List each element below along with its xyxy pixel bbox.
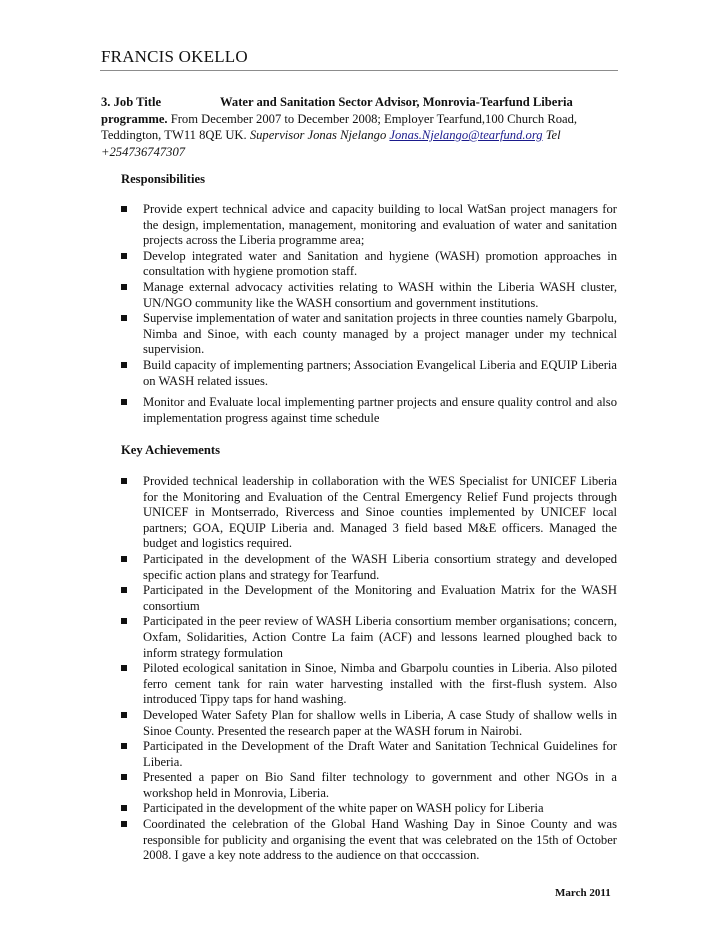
square-bullet-icon bbox=[121, 743, 127, 749]
achievements-list bbox=[121, 474, 617, 864]
square-bullet-icon bbox=[121, 774, 127, 780]
list-item bbox=[121, 708, 617, 739]
list-item bbox=[121, 395, 617, 426]
achievement-text: Provided technical leadership in collaboration with the WES Specialist for UNICEF Liberia for the Monitoring and Evaluation of the Central Emergency Relief Fund projects through UNICEF in Montserrado, Rivercess and Sinoe counties implemented by UNICEF local partners; GOA, EQUIP Liberia and. Managed 3 field based M&E officers. Managed the budget and logistics required. bbox=[143, 474, 617, 551]
job-supervisor: Supervisor Jonas Njelango bbox=[249, 128, 390, 142]
responsibility-text: Manage external advocacy activities relating to WASH within the Liberia WASH cluster, UN/NGO community like the WASH consortium and government institutions. bbox=[143, 279, 617, 310]
list-item bbox=[121, 474, 617, 552]
responsibility-text: Provide expert technical advice and capacity building to local WatSan project managers for the design, implementation, management, monitoring and evaluation of water and sanitation projects across the Liberia programme area; bbox=[143, 202, 617, 248]
footer-date: March 2011 bbox=[555, 887, 611, 899]
list-item bbox=[121, 583, 617, 614]
list-item bbox=[121, 280, 617, 311]
job-entry bbox=[101, 94, 619, 160]
square-bullet-icon bbox=[121, 821, 127, 827]
square-bullet-icon bbox=[121, 665, 127, 671]
job-details: From December 2007 to December 2008; Employer Tearfund,100 Church Road, Teddington, TW11 8QE UK. bbox=[101, 111, 578, 142]
list-item bbox=[121, 661, 617, 708]
achievement-text: Piloted ecological sanitation in Sinoe, Nimba and Gbarpolu counties in Liberia. Also piloted ferro cement tank for rain water harvesting installed with the first-flush system. Also introduced Tippy taps for hand washing. bbox=[143, 661, 617, 707]
list-item bbox=[121, 770, 617, 801]
achievement-text: Coordinated the celebration of the Global Hand Washing Day in Sinoe County and was responsible for publicity and organising the event that was celebrated on the 15th of October 2008. I gave a key note address to the audience on that occcassion. bbox=[143, 817, 617, 863]
key-achievements-heading: Key Achievements bbox=[121, 443, 220, 457]
square-bullet-icon bbox=[121, 206, 127, 212]
achievement-text: Participated in the development of the WASH Liberia consortium strategy and developed specific action plans and strategy for Tearfund. bbox=[143, 551, 617, 582]
job-title: Water and Sanitation Sector Advisor, Monrovia-Tearfund Liberia bbox=[220, 95, 573, 109]
square-bullet-icon bbox=[121, 399, 127, 405]
supervisor-phone: Tel +254736747307 bbox=[101, 128, 561, 159]
square-bullet-icon bbox=[121, 253, 127, 259]
square-bullet-icon bbox=[121, 284, 127, 290]
list-item bbox=[121, 358, 617, 389]
header-divider bbox=[100, 70, 618, 71]
job-title-label: 3. Job Title bbox=[101, 95, 162, 109]
achievement-text: Participated in the Development of the Monitoring and Evaluation Matrix for the WASH consortium bbox=[143, 583, 617, 613]
square-bullet-icon bbox=[121, 478, 127, 484]
responsibility-text: Develop integrated water and Sanitation and hygiene (WASH) promotion approaches in consultation with hygiene promotion staff. bbox=[143, 248, 617, 279]
list-item bbox=[121, 614, 617, 661]
list-item bbox=[121, 817, 617, 864]
responsibilities-list bbox=[121, 202, 617, 426]
list-item bbox=[121, 552, 617, 583]
header-name: FRANCIS OKELLO bbox=[101, 47, 248, 66]
responsibilities-heading: Responsibilities bbox=[121, 172, 205, 186]
square-bullet-icon bbox=[121, 712, 127, 718]
achievement-text: Participated in the Development of the Draft Water and Sanitation Technical Guidelines for Liberia. bbox=[143, 739, 617, 769]
achievement-text: Participated in the development of the white paper on WASH policy for Liberia bbox=[143, 801, 544, 816]
supervisor-email-link[interactable]: Jonas.Njelango@tearfund.org bbox=[389, 128, 543, 142]
square-bullet-icon bbox=[121, 587, 127, 593]
responsibility-text: Monitor and Evaluate local implementing partner projects and ensure quality control and also implementation progress against time schedule bbox=[143, 395, 617, 425]
list-item bbox=[121, 311, 617, 358]
achievement-text: Developed Water Safety Plan for shallow wells in Liberia, A case Study of shallow wells in Sinoe County. Presented the research paper at the WASH forum in Nairobi. bbox=[143, 707, 617, 738]
list-item bbox=[121, 801, 617, 817]
square-bullet-icon bbox=[121, 556, 127, 562]
responsibility-text: Supervise implementation of water and sanitation projects in three counties namely Gbarpolu, Nimba and Sinoe, with each county managed by a project manager under my technical supervision. bbox=[143, 311, 617, 357]
list-item bbox=[121, 202, 617, 249]
square-bullet-icon bbox=[121, 805, 127, 811]
square-bullet-icon bbox=[121, 362, 127, 368]
job-programme: programme. bbox=[101, 111, 168, 126]
square-bullet-icon bbox=[121, 315, 127, 321]
responsibility-text: Build capacity of implementing partners; Association Evangelical Liberia and EQUIP Liberia on WASH related issues. bbox=[143, 357, 617, 388]
list-item bbox=[121, 739, 617, 770]
achievement-text: Presented a paper on Bio Sand filter technology to government and other NGOs in a workshop held in Monrovia, Liberia. bbox=[143, 770, 617, 800]
square-bullet-icon bbox=[121, 618, 127, 624]
list-item bbox=[121, 249, 617, 280]
achievement-text: Participated in the peer review of WASH Liberia consortium member organisations; concern, Oxfam, Solidarities, Action Contre La faim (ACF) and lessons learned ploughed back to inform strategy formulation bbox=[143, 614, 617, 660]
